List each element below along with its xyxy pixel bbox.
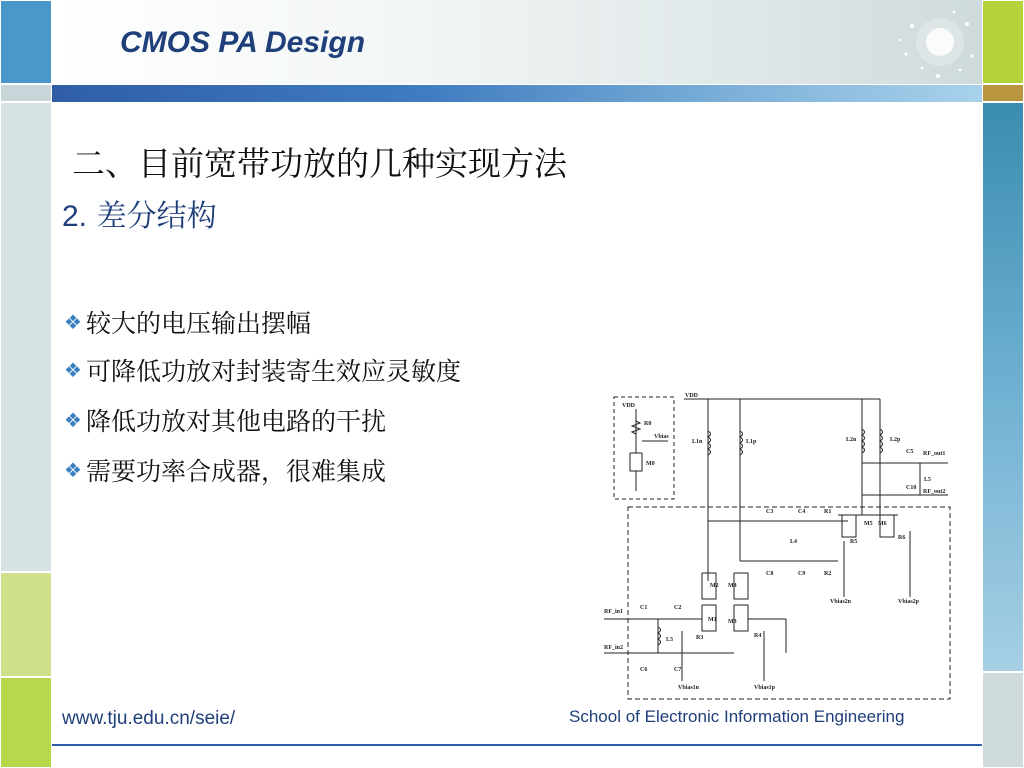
- right-tile-2: [982, 84, 1024, 102]
- left-tile-4: [0, 572, 52, 677]
- footer-url: www.tju.edu.cn/seie/: [62, 708, 236, 729]
- subheading-number: 2.: [62, 200, 88, 233]
- m1-label: M1: [708, 617, 717, 623]
- slide-heading: 二、目前宽带功放的几种实现方法: [72, 144, 567, 183]
- m6-label: M6: [878, 521, 887, 527]
- right-tile-4: [982, 672, 1024, 768]
- vbias2n-label: Vbias2n: [830, 599, 852, 605]
- diamond-bullet-icon: ❖: [64, 408, 82, 432]
- rf-in2-label: RF_in2: [604, 645, 624, 651]
- r5-label: R5: [850, 539, 858, 545]
- slide-subheading: [62, 191, 217, 235]
- left-tile-5: [0, 677, 52, 768]
- c8-label: C8: [766, 571, 774, 577]
- l1n-label: L1n: [692, 439, 703, 445]
- vbias1p-label: Vbias1p: [754, 685, 776, 691]
- right-tile-1: [982, 0, 1024, 84]
- bullet-item-2: [64, 352, 461, 388]
- l2p-label: L2p: [890, 437, 901, 443]
- footer-school-name: School of Electronic Information Engineering: [569, 707, 905, 726]
- diamond-bullet-icon: ❖: [64, 310, 82, 334]
- r6-label: R6: [898, 535, 906, 541]
- l5-label: L5: [924, 477, 932, 483]
- bullet-text: 可降低功放对封装寄生效应灵敏度: [85, 357, 461, 386]
- bullet-item-4: [64, 452, 386, 488]
- vdd-bias-label: VDD: [622, 403, 635, 409]
- c7-label: C7: [674, 667, 682, 673]
- r4-label: R4: [754, 633, 762, 639]
- l2n-label: L2n: [846, 437, 857, 443]
- l3-label: L3: [666, 637, 674, 643]
- rf-out1-label: RF_out1: [923, 451, 946, 457]
- bullet-text: 较大的电压输出摆幅: [85, 309, 311, 338]
- m4-label: M4: [728, 583, 737, 589]
- diamond-bullet-icon: ❖: [64, 358, 82, 382]
- left-tile-1: [0, 0, 52, 84]
- m3-label: M3: [728, 619, 737, 625]
- vbias-label: Vbias: [654, 434, 669, 440]
- header-divider-bar: [52, 85, 982, 102]
- r3-label: R3: [696, 635, 704, 641]
- c10-label: C10: [906, 485, 917, 491]
- sparkle-icon: [892, 4, 982, 84]
- right-tile-3: [982, 102, 1024, 672]
- bullet-text: 需要功率合成器，很难集成: [85, 457, 386, 486]
- vbias2p-label: Vbias2p: [898, 599, 920, 605]
- c1-label: C1: [640, 605, 648, 611]
- c2-label: C2: [674, 605, 682, 611]
- l4-label: L4: [790, 539, 798, 545]
- m2-label: M2: [710, 583, 719, 589]
- left-tile-2: [0, 84, 52, 102]
- vdd-label: VDD: [685, 393, 698, 399]
- bullet-item-1: [64, 304, 311, 340]
- rf-out2-label: RF_out2: [923, 489, 946, 495]
- l1p-label: L1p: [746, 439, 757, 445]
- c4-label: C4: [798, 509, 806, 515]
- left-tile-3: [0, 102, 52, 572]
- c3-label: C3: [766, 509, 774, 515]
- r2-label: R2: [824, 571, 832, 577]
- rf-in1-label: RF_in1: [604, 609, 624, 615]
- r1-label: R1: [824, 509, 832, 515]
- slide-title: CMOS PA Design: [120, 26, 366, 59]
- bullet-item-3: [64, 402, 386, 438]
- c5-label: C5: [906, 449, 914, 455]
- subheading-text: 差分结构: [87, 199, 217, 234]
- c9-label: C9: [798, 571, 806, 577]
- r0-label: R0: [644, 421, 652, 427]
- c6-label: C6: [640, 667, 648, 673]
- footer-divider: [52, 744, 982, 746]
- m0-label: M0: [646, 461, 655, 467]
- bullet-text: 降低功放对其他电路的干扰: [85, 407, 386, 436]
- diamond-bullet-icon: ❖: [64, 458, 82, 482]
- m5-label: M5: [864, 521, 873, 527]
- differential-pa-schematic: [598, 391, 954, 703]
- vbias1n-label: Vbias1n: [678, 685, 700, 691]
